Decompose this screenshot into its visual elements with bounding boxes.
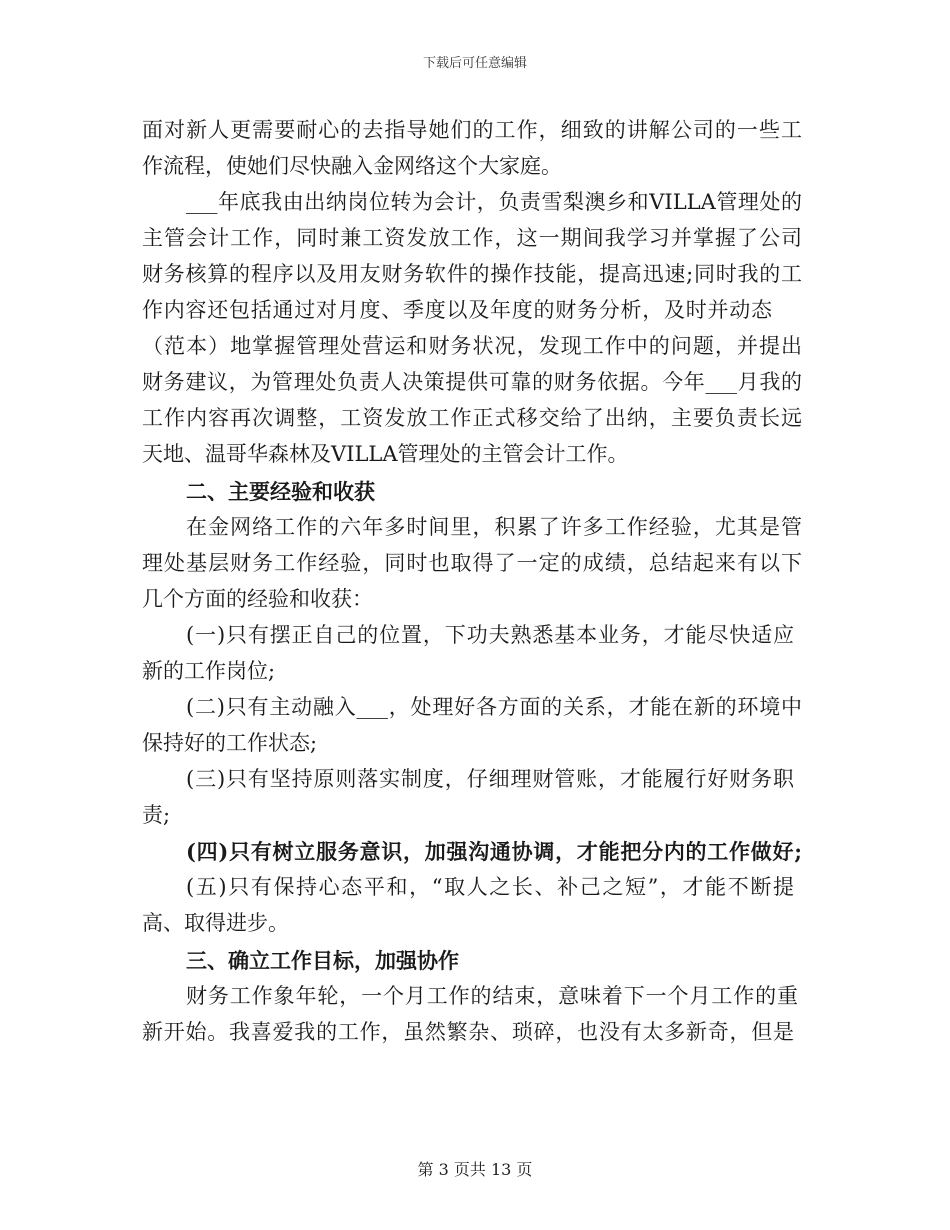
- list-item: (一)只有摆正自己的位置，下功夫熟悉基本业务，才能尽快适应: [186, 623, 794, 647]
- body-line: 几个方面的经验和收获：: [142, 587, 373, 611]
- body-line: 主管会计工作，同时兼工资发放工作，这一期间我学习并掌握了公司: [142, 226, 802, 250]
- body-line: 财务建议，为管理处负责人决策提供可靠的财务依据。今年___月我的: [142, 370, 802, 394]
- body-line: 财务核算的程序以及用友财务软件的操作技能，提高迅速;同时我的工: [142, 262, 802, 286]
- list-item: (三)只有坚持原则落实制度，仔细理财管账，才能履行好财务职: [186, 767, 794, 791]
- body-line: 保持好的工作状态;: [142, 731, 318, 755]
- body-line: 在金网络工作的六年多时间里，积累了许多工作经验，尤其是管: [186, 515, 802, 539]
- list-item: (二)只有主动融入___，处理好各方面的关系，才能在新的环境中: [186, 695, 802, 719]
- body-line: （范本）地掌握管理处营运和财务状况，发现工作中的问题，并提出: [142, 334, 802, 358]
- section-heading: 二、主要经验和收获: [186, 479, 375, 504]
- page-footer: 第 3 页共 13 页: [417, 1160, 533, 1179]
- page-header: 下载后可任意编辑: [422, 56, 527, 71]
- body-line: 作内容还包括通过对月度、季度以及年度的财务分析，及时并动态: [142, 298, 772, 322]
- body-line: 财务工作象年轮，一个月工作的结束，意味着下一个月工作的重: [186, 984, 798, 1008]
- body-line: 高、取得进步。: [142, 911, 289, 935]
- list-item: (四)只有树立服务意识，加强沟通协调，才能把分内的工作做好;: [186, 839, 802, 864]
- body-line: 作流程，使她们尽快融入金网络这个大家庭。: [142, 154, 562, 178]
- body-line: 责;: [142, 803, 171, 827]
- body-line: 新的工作岗位;: [142, 659, 276, 683]
- body-line: 天地、温哥华森林及VILLA管理处的主管会计工作。: [142, 442, 629, 466]
- body-line: 新开始。我喜爱我的工作，虽然繁杂、琐碎，也没有太多新奇，但是: [142, 1020, 794, 1044]
- list-item: (五)只有保持心态平和，“取人之长、补己之短”，才能不断提: [186, 875, 794, 899]
- body-line: 理处基层财务工作经验，同时也取得了一定的成绩，总结起来有以下: [142, 551, 802, 575]
- section-heading: 三、确立工作目标，加强协作: [186, 948, 459, 973]
- body-line: ___年底我由出纳岗位转为会计，负责雪梨澳乡和VILLA管理处的: [186, 190, 802, 214]
- body-line: 面对新人更需要耐心的去指导她们的工作，细致的讲解公司的一些工: [142, 118, 802, 142]
- body-line: 工作内容再次调整，工资发放工作正式移交给了出纳，主要负责长远: [142, 406, 802, 430]
